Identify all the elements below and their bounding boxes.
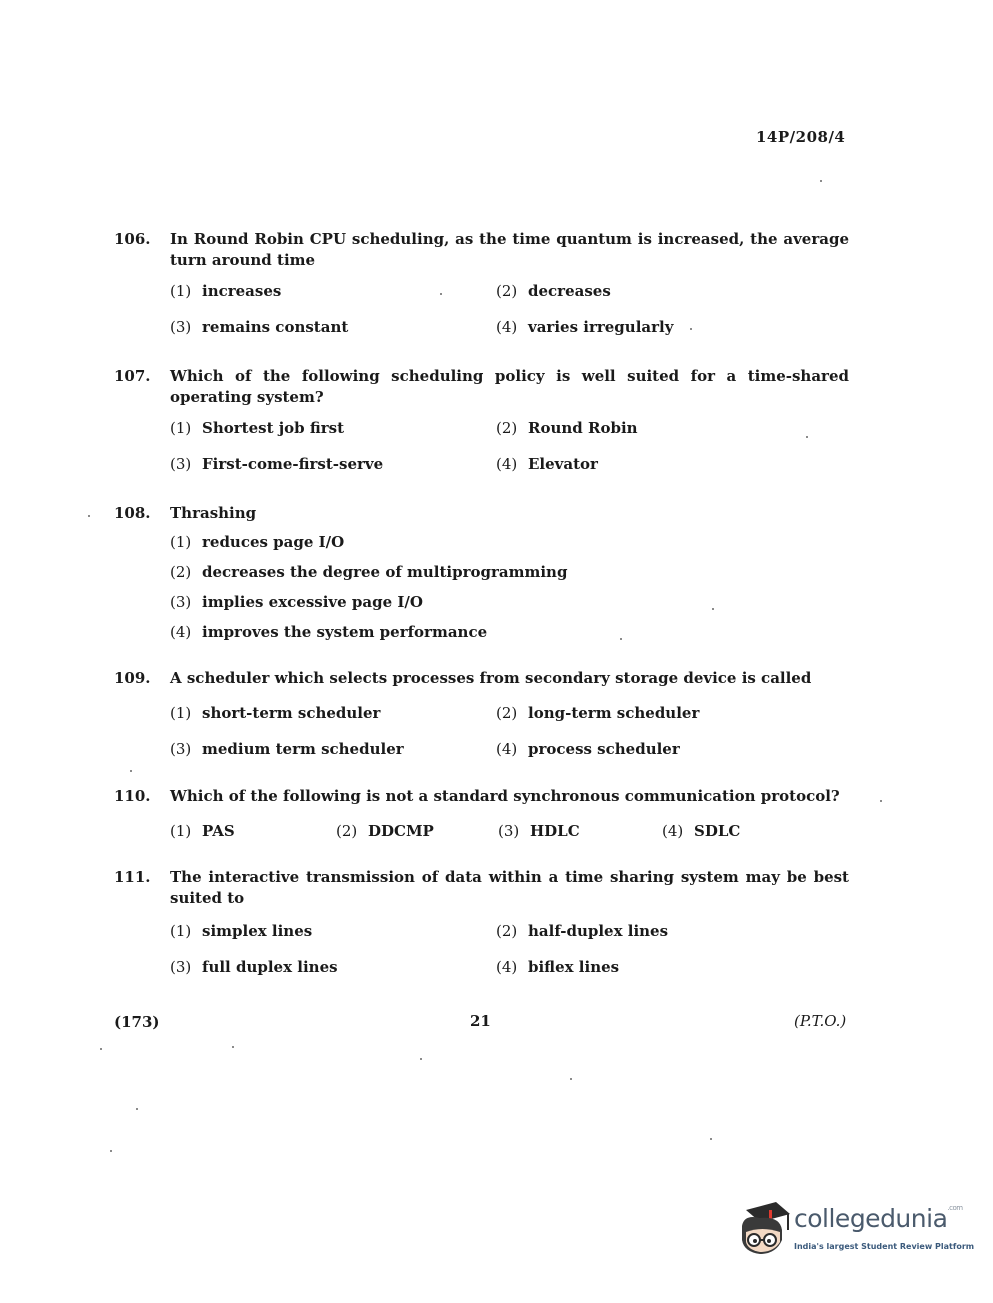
option-1: (1) increases: [170, 282, 282, 300]
question-107: [114, 366, 849, 490]
option-3: (3) full duplex lines: [170, 958, 338, 976]
question-number: 107.: [114, 367, 151, 385]
option-4: (4) Elevator: [496, 455, 598, 473]
page-code: 14P/208/4: [756, 128, 846, 146]
question-108: [114, 503, 849, 652]
question-text: Which of the following scheduling policy is well suited for a time-shared operating system?: [170, 367, 849, 406]
option-3: (3) implies excessive page I/O: [170, 593, 423, 611]
option-1: (1) reduces page I/O: [170, 533, 345, 551]
options: [170, 532, 849, 652]
question-number: 111.: [114, 868, 151, 886]
options: [170, 703, 849, 775]
option-3: (3) medium term scheduler: [170, 740, 404, 758]
options: [170, 281, 849, 353]
question-109: [114, 668, 849, 775]
page-number: 21: [470, 1012, 491, 1030]
logo-wordmark: collegedunia$^{.com}$: [794, 1204, 963, 1233]
option-2: (2) DDCMP: [336, 822, 434, 840]
option-4: (4) biflex lines: [496, 958, 620, 976]
option-3: (3) HDLC: [498, 822, 580, 840]
question-number: 109.: [114, 669, 151, 687]
option-1: (1) PAS: [170, 822, 235, 840]
option-2: (2) decreases: [496, 282, 611, 300]
options: [170, 821, 849, 857]
option-2: (2) half-duplex lines: [496, 922, 669, 940]
question-text: Thrashing: [170, 504, 257, 522]
question-text: A scheduler which selects processes from secondary storage device is called: [170, 669, 812, 687]
option-3: (3) First-come-first-serve: [170, 455, 384, 473]
mascot-icon: [736, 1196, 792, 1258]
question-text: The interactive transmission of data within a time sharing system may be best suited to: [170, 868, 849, 907]
pto-label: (P.T.O.): [794, 1012, 847, 1030]
option-2: (2) decreases the degree of multiprogramming: [170, 563, 568, 581]
option-4: (4) process scheduler: [496, 740, 680, 758]
option-4: (4) improves the system performance: [170, 623, 488, 641]
option-4: (4) SDLC: [662, 822, 741, 840]
collegedunia-logo: [736, 1196, 975, 1262]
logo-tagline: India's largest Student Review Platform: [794, 1242, 975, 1251]
option-1: (1) Shortest job first: [170, 419, 345, 437]
question-106: [114, 229, 849, 353]
options: [170, 921, 849, 993]
question-110: [114, 786, 849, 857]
question-number: 108.: [114, 504, 151, 522]
options: [170, 418, 849, 490]
paper-code: (173): [114, 1013, 160, 1031]
question-text: Which of the following is not a standard synchronous communication protocol?: [170, 787, 840, 805]
option-3: (3) remains constant: [170, 318, 349, 336]
question-111: [114, 867, 849, 993]
option-4: (4) varies irregularly: [496, 318, 674, 336]
question-number: 110.: [114, 787, 151, 805]
option-1: (1) simplex lines: [170, 922, 313, 940]
question-text: In Round Robin CPU scheduling, as the time quantum is increased, the average turn around time: [170, 230, 849, 269]
option-2: (2) Round Robin: [496, 419, 638, 437]
question-number: 106.: [114, 230, 151, 248]
option-1: (1) short-term scheduler: [170, 704, 381, 722]
option-2: (2) long-term scheduler: [496, 704, 700, 722]
